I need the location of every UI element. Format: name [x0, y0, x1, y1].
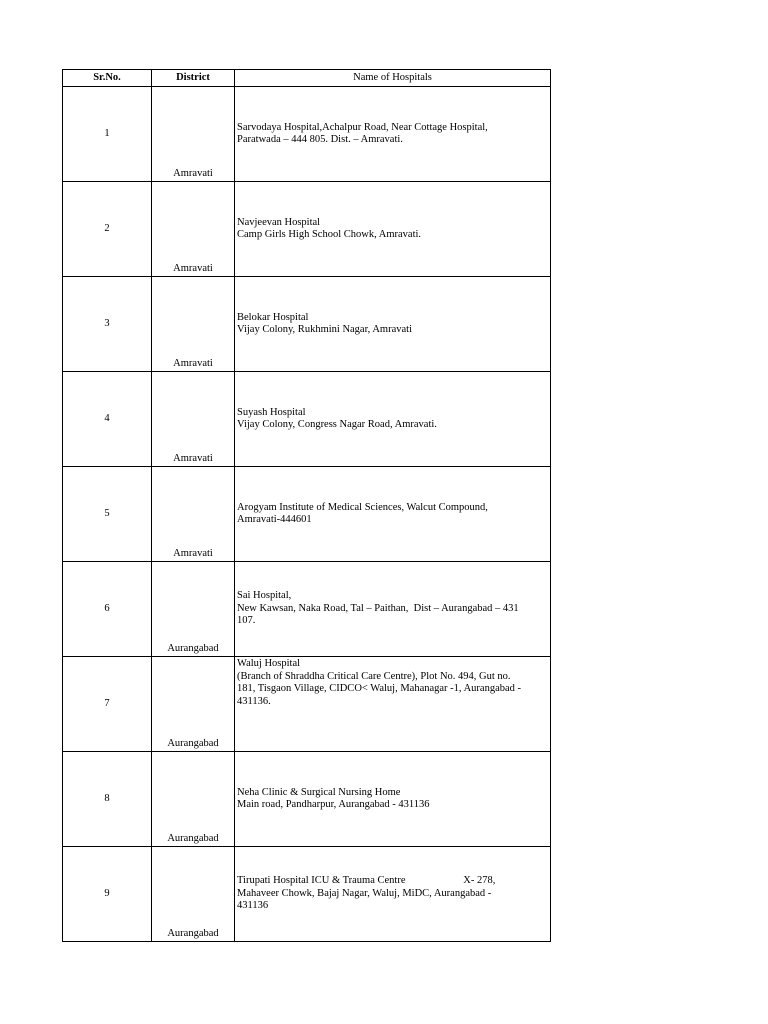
- header-hospital-name: Name of Hospitals: [235, 70, 551, 87]
- hospital-detail-line: Tirupati Hospital ICU & Trauma Centre X- 278,: [237, 875, 496, 887]
- hospital-detail-line: Vijay Colony, Congress Nagar Road, Amravati.: [237, 419, 437, 430]
- hospital-detail-line: Mahaveer Chowk, Bajaj Nagar, Waluj, MiDC, Aurangabad -: [237, 887, 492, 899]
- district-cell: Aurangabad: [152, 752, 235, 847]
- table-row: [63, 657, 551, 752]
- hospital-detail-line: 431136: [237, 900, 269, 912]
- sr-no-cell: 7: [63, 657, 152, 752]
- hospital-detail-line: Camp Girls High School Chowk, Amravati.: [237, 229, 422, 240]
- hospital-detail-line: 181, Tisgaon Village, CIDCO< Waluj, Mahanagar -1, Aurangabad -: [237, 683, 522, 694]
- sr-no-cell: 1: [63, 87, 152, 182]
- hospital-name-cell: [235, 372, 551, 467]
- hospital-detail-line: Arogyam Institute of Medical Sciences, Walcut Compound,: [237, 501, 488, 513]
- sr-no-cell: 2: [63, 182, 152, 277]
- hospital-detail-line: New Kawsan, Naka Road, Tal – Paithan, Dist – Aurangabad – 431: [237, 602, 519, 614]
- district-cell: Amravati: [152, 182, 235, 277]
- sr-no-cell: 5: [63, 467, 152, 562]
- district-cell: Aurangabad: [152, 847, 235, 942]
- hospital-detail-line: Waluj Hospital: [237, 658, 301, 669]
- header-sr-no: Sr.No.: [63, 70, 152, 87]
- hospital-name-cell: [235, 657, 551, 752]
- header-district: District: [152, 70, 235, 87]
- district-cell: Amravati: [152, 467, 235, 562]
- hospital-detail-line: Vijay Colony, Rukhmini Nagar, Amravati: [237, 324, 412, 335]
- hospital-detail-line: Belokar Hospital: [237, 311, 309, 323]
- hospital-name-cell: [235, 467, 551, 562]
- table-row: [63, 182, 551, 277]
- table-row: [63, 467, 551, 562]
- hospital-name-cell: [235, 182, 551, 277]
- table-body: [63, 87, 551, 942]
- hospitals-table: [62, 69, 551, 942]
- table-row: [63, 87, 551, 182]
- district-cell: Aurangabad: [152, 657, 235, 752]
- sr-no-cell: 6: [63, 562, 152, 657]
- hospital-detail-line: Sai Hospital,: [237, 590, 292, 602]
- table-row: [63, 847, 551, 942]
- hospital-name-cell: [235, 87, 551, 182]
- hospital-detail-line: Suyash Hospital: [237, 406, 306, 418]
- district-cell: Aurangabad: [152, 562, 235, 657]
- hospital-detail-line: Amravati-444601: [237, 514, 312, 525]
- table-row: [63, 277, 551, 372]
- district-cell: Amravati: [152, 277, 235, 372]
- hospital-detail-line: Sarvodaya Hospital,Achalpur Road, Near Cottage Hospital,: [237, 121, 488, 133]
- hospital-name-cell: [235, 847, 551, 942]
- sr-no-cell: 3: [63, 277, 152, 372]
- hospital-detail-line: 107.: [237, 615, 256, 627]
- hospital-detail-line: Neha Clinic & Surgical Nursing Home: [237, 786, 401, 798]
- table-row: [63, 372, 551, 467]
- hospital-detail-line: 431136.: [237, 695, 271, 707]
- hospital-name-cell: [235, 562, 551, 657]
- district-cell: Amravati: [152, 87, 235, 182]
- hospital-name-cell: [235, 752, 551, 847]
- table-row: [63, 562, 551, 657]
- table-row: [63, 752, 551, 847]
- sr-no-cell: 8: [63, 752, 152, 847]
- hospital-detail-line: Navjeevan Hospital: [237, 216, 321, 228]
- hospital-name-cell: [235, 277, 551, 372]
- hospital-detail-line: (Branch of Shraddha Critical Care Centre), Plot No. 494, Gut no.: [237, 670, 511, 682]
- sr-no-cell: 9: [63, 847, 152, 942]
- hospital-detail-line: Main road, Pandharpur, Aurangabad - 431136: [237, 799, 430, 810]
- hospital-detail-line: Paratwada – 444 805. Dist. – Amravati.: [237, 134, 403, 145]
- district-cell: Amravati: [152, 372, 235, 467]
- table-header-row: [63, 70, 551, 87]
- sr-no-cell: 4: [63, 372, 152, 467]
